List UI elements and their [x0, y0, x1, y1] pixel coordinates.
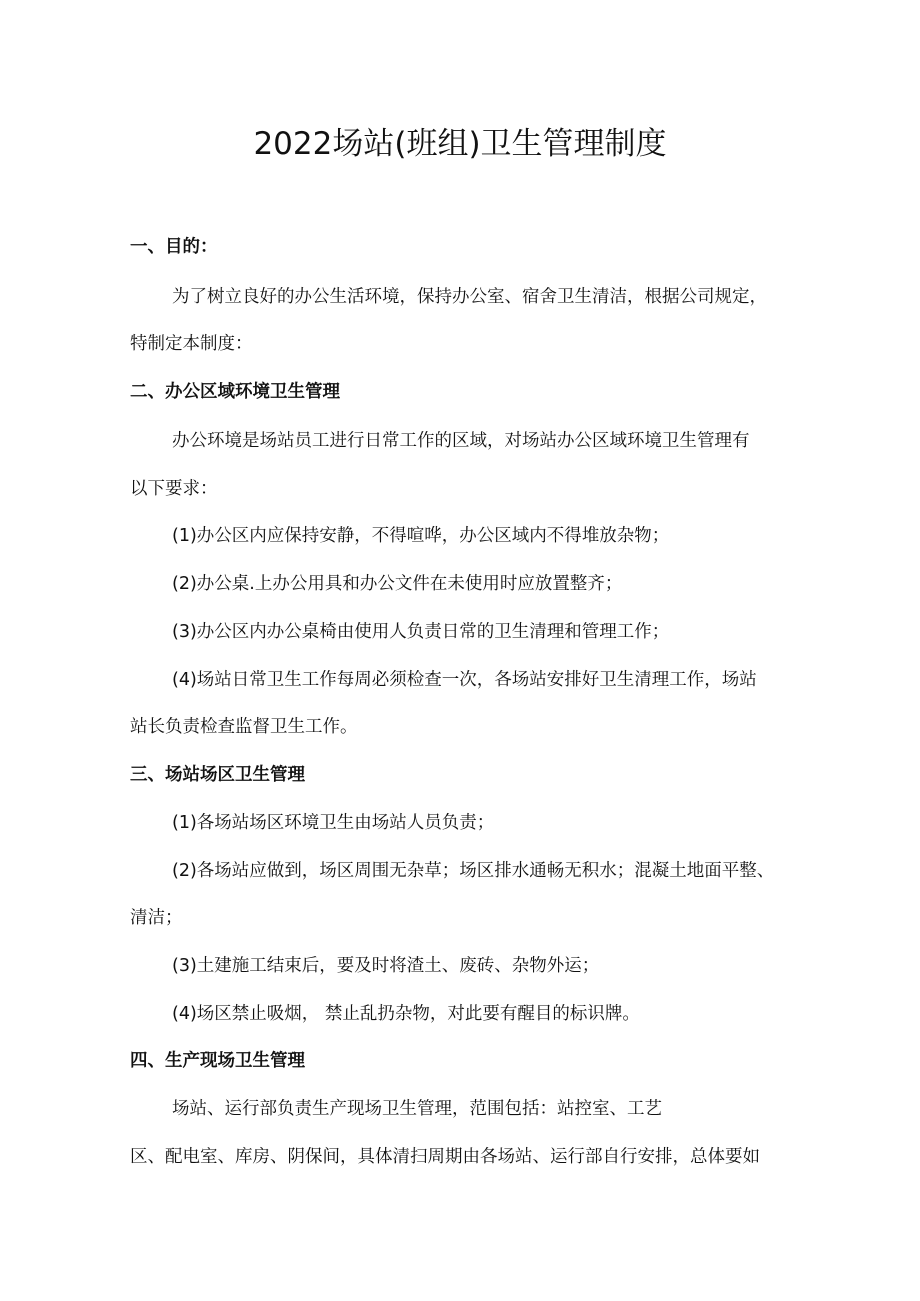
section-heading: 四、生产现场卫生管理 [130, 1051, 305, 1071]
paragraph-line: 站长负责检查监督卫生工作。 [130, 717, 358, 737]
paragraph-line: 场站、运行部负责生产现场卫生管理，范围包括：站控室、工艺 [172, 1099, 662, 1119]
paragraph-line: (3)办公区内办公桌椅由使用人负责日常的卫生清理和管理工作； [172, 622, 670, 642]
paragraph-line: (2)办公桌.上办公用具和办公文件在未使用时应放置整齐； [172, 574, 623, 594]
paragraph-line: 清洁； [130, 908, 183, 928]
paragraph-line: (3)土建施工结束后，要及时将渣土、废砖、杂物外运； [172, 956, 600, 976]
paragraph-line: (2)各场站应做到，场区周围无杂草；场区排水通畅无积水；混凝土地面平整、 [172, 861, 775, 881]
section-heading: 一、目的： [130, 237, 218, 257]
paragraph-line: (4)场站日常卫生工作每周必须检查一次，各场站安排好卫生清理工作，场站 [172, 670, 757, 690]
paragraph-line: 以下要求： [130, 479, 218, 499]
paragraph-line: (1)办公区内应保持安静，不得喧哗，办公区域内不得堆放杂物； [172, 526, 670, 546]
paragraph-line: 特制定本制度： [130, 334, 253, 354]
paragraph-line: 办公环境是场站员工进行日常工作的区域，对场站办公区域环境卫生管理有 [172, 431, 750, 451]
paragraph-line: 区、配电室、库房、阴保间，具体清扫周期由各场站、运行部自行安排，总体要如 [130, 1147, 760, 1167]
section-heading: 二、办公区域环境卫生管理 [130, 382, 340, 402]
paragraph-line: (4)场区禁止吸烟， 禁止乱扔杂物，对此要有醒目的标识牌。 [172, 1004, 640, 1024]
paragraph-line: 为了树立良好的办公生活环境，保持办公室、宿舍卫生清洁，根据公司规定， [172, 287, 767, 307]
document-title: 2022场站(班组)卫生管理制度 [253, 126, 667, 162]
paragraph-line: (1)各场站场区环境卫生由场站人员负责； [172, 813, 495, 833]
section-heading: 三、场站场区卫生管理 [130, 765, 305, 785]
